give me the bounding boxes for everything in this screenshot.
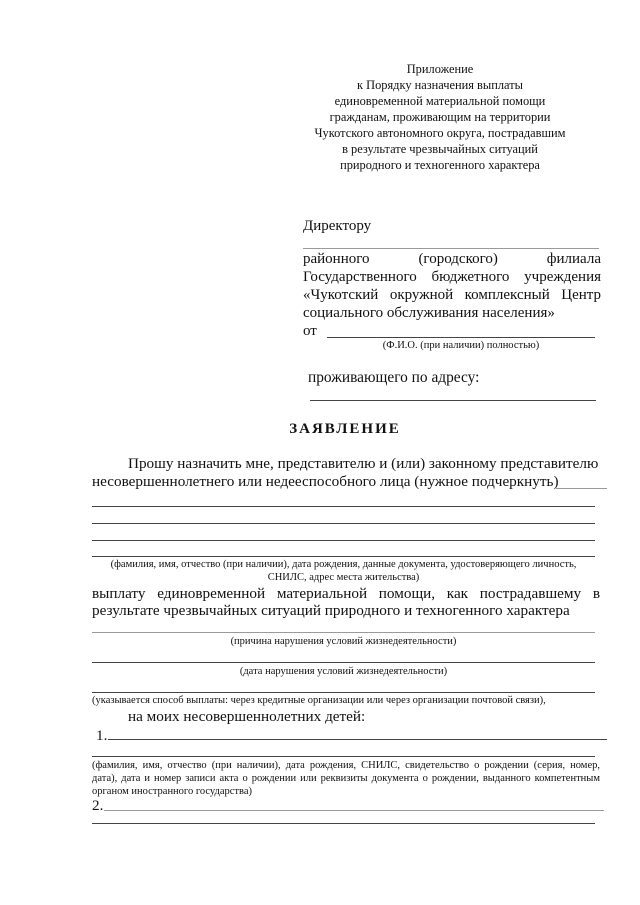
addressee-org-line: «Чукотский окружной комплексный Центр	[303, 287, 601, 303]
applicant-field[interactable]	[92, 540, 595, 541]
appendix-line: Чукотского автономного округа, пострадавшим	[314, 126, 566, 140]
applicant-field[interactable]	[92, 523, 595, 524]
appendix-line: к Порядку назначения выплаты	[357, 78, 523, 92]
addressee-org-line: социального обслуживания населения»	[303, 305, 555, 321]
request-line-1: Прошу назначить мне, представителю и (или) законному представителю	[128, 455, 599, 472]
applicant-hint: СНИЛС, адрес места жительства)	[267, 572, 420, 583]
residing-label: проживающего по адресу:	[308, 369, 480, 386]
applicant-field[interactable]	[92, 506, 595, 507]
addressee-to: Директору	[303, 218, 372, 234]
request-line-2: несовершеннолетнего или недееспособного лица (нужное подчеркнуть)	[92, 473, 559, 490]
addressee-org-line: Государственного бюджетного учреждения	[303, 269, 601, 285]
method-field[interactable]	[92, 692, 595, 693]
child-hint: органом иностранного государства)	[92, 786, 252, 797]
payment-line-2: результате чрезвычайных ситуаций природного и техногенного характера	[92, 602, 570, 619]
applicant-hint: (фамилия, имя, отчество (при наличии), дата рождения, данные документа, удостоверяющего личность,	[110, 559, 577, 570]
child-2-field[interactable]	[92, 823, 595, 824]
from-label: от	[303, 323, 317, 339]
child-1-field[interactable]	[108, 739, 607, 740]
appendix-line: гражданам, проживающим на территории	[329, 110, 551, 124]
date-field[interactable]	[92, 662, 595, 663]
appendix-line: единовременной материальной помощи	[334, 94, 546, 108]
child-hint: (фамилия, имя, отчество (при наличии), дата рождения, СНИЛС, свидетельство о рождении (серия, номер,	[92, 760, 600, 771]
appendix-header	[300, 61, 580, 173]
children-label: на моих несовершеннолетних детей:	[128, 708, 366, 725]
addressee-org-line: районного (городского) филиала	[303, 251, 601, 267]
reason-hint: (причина нарушения условий жизнедеятельности)	[230, 636, 457, 647]
payment-line-1: выплату единовременной материальной помощи, как пострадавшему в	[92, 585, 600, 602]
appendix-line: Приложение	[406, 62, 474, 76]
page-title: ЗАЯВЛЕНИЕ	[289, 421, 401, 437]
child-1-number: 1.	[96, 727, 108, 744]
child-2-number: 2.	[92, 797, 104, 814]
fio-field[interactable]	[327, 337, 595, 338]
address-field[interactable]	[310, 400, 596, 401]
child-2-field[interactable]	[104, 810, 604, 811]
fio-hint: (Ф.И.О. (при наличии) полностью)	[382, 340, 540, 351]
addressee-underline	[303, 248, 599, 249]
method-hint: (указывается способ выплаты: через кредитные организации или через организации почтовой связи),	[92, 695, 546, 706]
date-hint: (дата нарушения условий жизнедеятельности)	[239, 666, 448, 677]
appendix-line: в результате чрезвычайных ситуаций	[342, 142, 538, 156]
child-1-field[interactable]	[92, 756, 595, 757]
applicant-field[interactable]	[556, 488, 607, 489]
child-hint: дата), дата и номер записи акта о рождении или реквизиты документа о рождении, выданного компетентным	[92, 773, 600, 784]
applicant-field[interactable]	[92, 556, 595, 557]
reason-field[interactable]	[92, 632, 595, 633]
appendix-line: природного и техногенного характера	[340, 158, 540, 172]
